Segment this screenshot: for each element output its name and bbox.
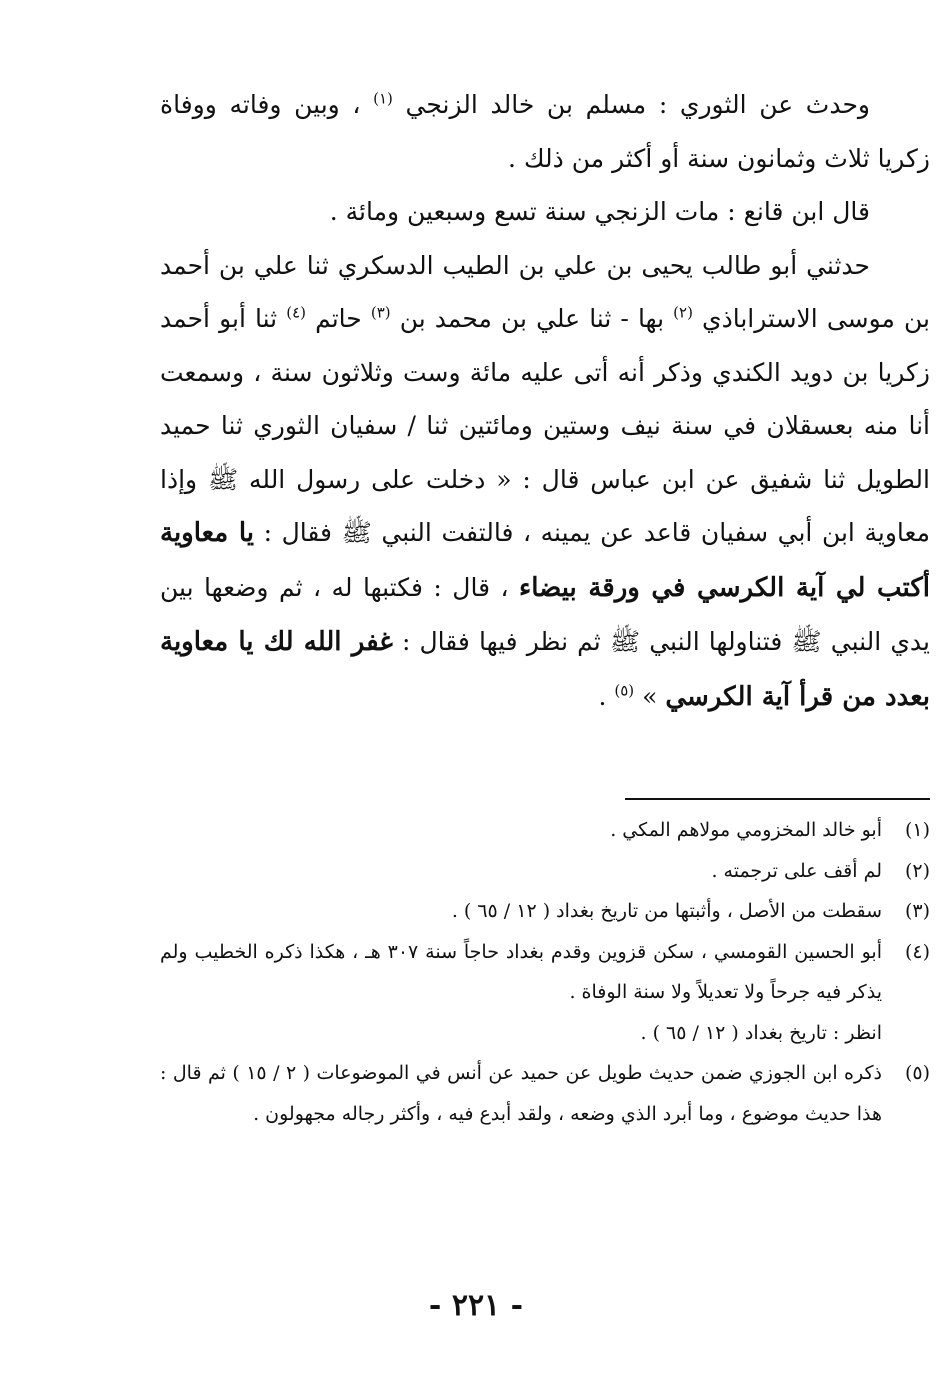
footnote-3 [160,891,930,932]
text-segment: قال ابن قانع : مات الزنجي سنة تسع وسبعين ومائة . [329,197,870,226]
footnote-4 [160,932,930,1054]
footnote-number: (١) [904,819,930,841]
footnote-number: (٣) [904,900,930,922]
footnote-line: ذكره ابن الجوزي ضمن حديث طويل عن حميد عن أنس في الموضوعات ( ٢ / ١٥ ) ثم قال : هذا حديث موضوع ، وما أبرد الذي وضعه ، ولقد أبدع فيه ، وأكثر رجاله مجهولون . [160,1062,882,1125]
main-text [160,78,930,724]
footnote-separator [625,798,930,800]
text-segment: بها - ثنا علي بن محمد بن [399,304,665,333]
footnote-text [160,1053,882,1134]
footnotes [160,810,930,1134]
footnote-line: لم أقف على ترجمته . [711,859,882,882]
footnote-number: (٥) [904,1062,930,1084]
footnote-2 [160,851,930,892]
paragraph-2 [160,185,930,239]
text-segment: . [598,681,607,711]
footnote-ref-4: (٤) [286,303,306,322]
footnote-line: أبو خالد المخزومي مولاهم المكي . [610,819,882,841]
hadith-quote-bold: يا معاوية أكتب لي آية الكرسي في ورقة بيضاء [160,518,930,603]
footnote-number: (٢) [904,859,930,882]
hadith-quote-bold: غفر الله لك يا معاوية بعدد من قرأ آية الكرسي [160,627,930,712]
footnote-line: أبو الحسين القومسي ، سكن قزوين وقدم بغداد حاجاً سنة ٣٠٧ هـ ، هكذا ذكره الخطيب ولم يذكر فيه جرحاً ولا تعديلاً ولا سنة الوفاة . [160,940,882,1003]
footnote-ref-1: (١) [373,89,393,108]
footnote-text [160,932,882,1054]
footnote-ref-5: (٥) [614,681,635,700]
footnote-line: سقطت من الأصل ، وأثبتها من تاريخ بغداد ( ١٢ / ٦٥ ) . [451,900,882,922]
footnote-number: (٤) [904,940,930,963]
text-segment: ثنا أبو أحمد زكريا بن دويد الكندي وذكر أنه أتى عليه مائة وست وثلاثون سنة ، وسمعت أنا منه بعسقلان في سنة نيف وستين ومائتين ثنا / سفيان الثوري ثنا حميد الطويل ثنا شفيق عن ابن عباس قال : « دخلت على رسول الله ﷺ وإذا معاوية ابن أبي سفيان قاعد عن يمينه ، فالتفت النبي ﷺ فقال : [160,304,930,547]
text-segment: ، وبين وفاته ووفاة زكريا ثلاث وثمانون سنة أو أكثر من ذلك . [160,90,930,173]
paragraph-3 [160,239,930,725]
footnote-ref-2: (٢) [673,303,693,322]
text-segment: ، قال : فكتبها له ، ثم وضعها بين يدي النبي ﷺ فتناولها النبي ﷺ ثم نظر فيها فقال : [160,572,930,656]
footnote-5 [160,1053,930,1134]
paragraph-1 [160,78,930,185]
footnote-text [160,810,882,851]
footnote-line: انظر : تاريخ بغداد ( ١٢ / ٦٥ ) . [640,1021,882,1044]
footnote-text [160,891,882,932]
text-segment: وحدث عن الثوري : مسلم بن خالد الزنجي [405,90,870,119]
text-segment: حدثني أبو طالب يحيى بن علي بن الطيب الدسكري ثنا علي بن أحمد بن موسى الاستراباذي [160,250,930,333]
footnote-ref-3: (٣) [370,303,391,322]
footnote-text [160,851,882,892]
text-segment: » [642,681,658,711]
text-segment: حاتم [315,304,362,333]
footnote-1 [160,810,930,851]
page-number: - ٢٢١ - [428,1288,524,1323]
